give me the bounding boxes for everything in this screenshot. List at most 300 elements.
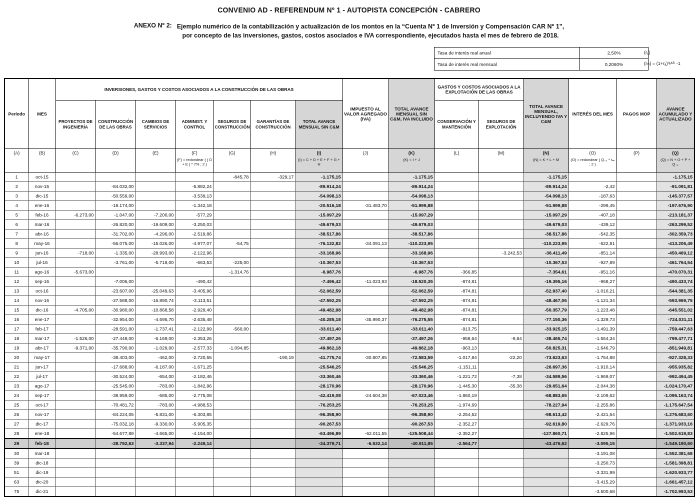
table-cell xyxy=(214,400,251,410)
table-row xyxy=(5,277,695,287)
table-cell: -955.935,82 xyxy=(657,362,695,372)
table-cell: -4.296,00 xyxy=(136,229,176,239)
table-cell xyxy=(56,391,96,401)
table-cell xyxy=(479,439,524,449)
table-row xyxy=(5,429,695,439)
table-cell: -2,42 xyxy=(569,182,617,192)
table-cell: -577,29 xyxy=(176,210,214,220)
table-cell xyxy=(435,258,479,268)
table-cell xyxy=(343,410,389,420)
table-cell: -1.661.457,12 xyxy=(657,477,695,487)
table-cell xyxy=(296,477,343,487)
table-cell: -78.227,94 xyxy=(524,400,569,410)
table-cell xyxy=(617,201,657,211)
table-cell: -90.267,53 xyxy=(296,419,343,429)
table-cell: 1 xyxy=(5,172,29,182)
table-cell: 6 xyxy=(5,220,29,230)
table-cell: -49.482,98 xyxy=(296,305,343,315)
table-cell: -645.551,02 xyxy=(657,305,695,315)
table-cell xyxy=(617,429,657,439)
table-row xyxy=(5,400,695,410)
table-cell: -38.403,00 xyxy=(96,353,136,363)
table-cell: -76.275,55 xyxy=(389,315,435,325)
table-cell xyxy=(479,315,524,325)
col-header-conservacion: CONSERVACIÓN Y MANTENCIÓN xyxy=(435,100,479,149)
table-cell: 8 xyxy=(5,239,29,249)
table-cell xyxy=(617,229,657,239)
table-row xyxy=(5,220,695,230)
table-cell: -41.775,74 xyxy=(296,353,343,363)
table-cell xyxy=(343,191,389,201)
table-cell: -927,89 xyxy=(569,258,617,268)
table-cell: -3.095,15 xyxy=(569,439,617,449)
table-cell xyxy=(479,324,524,334)
table-cell xyxy=(343,305,389,315)
table-cell: -50.825,31 xyxy=(524,343,569,353)
table-cell: -213.181,37 xyxy=(657,210,695,220)
table-cell: 21 xyxy=(5,362,29,372)
table-cell: -799.477,71 xyxy=(657,334,695,344)
table-cell: mar-18 xyxy=(29,449,56,459)
table-cell xyxy=(214,372,251,382)
table-cell: -56.075,00 xyxy=(96,239,136,249)
table-cell: ago-16 xyxy=(29,267,56,277)
table-cell xyxy=(251,248,296,258)
table-cell: -1.974,69 xyxy=(435,400,479,410)
table-cell xyxy=(617,305,657,315)
table-cell: -407,18 xyxy=(569,210,617,220)
table-cell xyxy=(251,191,296,201)
table-cell xyxy=(251,391,296,401)
table-cell xyxy=(524,449,569,459)
table-cell: -19.609,00 xyxy=(136,220,176,230)
table-cell: -54.677,89 xyxy=(96,429,136,439)
table-cell: -15.097,29 xyxy=(524,210,569,220)
col-header-seguros-explotacion: SEGUROS DE EXPLOTACIÓN xyxy=(479,100,524,149)
table-cell: -25.545,00 xyxy=(96,381,136,391)
table-cell xyxy=(435,468,479,478)
table-cell: -76.253,25 xyxy=(296,400,343,410)
document-title: CONVENIO AD - REFERENDUM Nº 1 - AUTOPISTA CONCEPCIÓN - CABRERO xyxy=(217,6,481,14)
table-cell: -6.987,76 xyxy=(296,267,343,277)
table-cell: -76.253,25 xyxy=(389,400,435,410)
table-cell: -33.925,15 xyxy=(524,324,569,334)
table-cell: -49.679,03 xyxy=(389,220,435,230)
table-cell: -845,78 xyxy=(214,172,251,182)
table-cell xyxy=(214,419,251,429)
table-cell: -23.607,00 xyxy=(96,286,136,296)
table-cell: 19 xyxy=(5,343,29,353)
table-cell: -1.552.381,68 xyxy=(657,449,695,459)
table-cell: -96.358,90 xyxy=(296,410,343,420)
table-cell: -1.549.190,60 xyxy=(657,439,695,449)
rate-annual-label: Tasa de interés real anual xyxy=(434,47,580,59)
table-cell: -450.469,12 xyxy=(657,248,695,258)
table-cell: -783,00 xyxy=(136,400,176,410)
group-header-explotacion: GASTOS Y COSTOS ASOCIADOS A LA EXPLOTACIÓN DE LAS OBRAS xyxy=(435,79,524,101)
table-cell: -26.820,00 xyxy=(96,220,136,230)
table-cell xyxy=(479,429,524,439)
col-header-avance-acumulado: AVANCE ACUMULADO Y ACTUALIZADO xyxy=(657,79,695,149)
table-cell xyxy=(136,458,176,468)
table-cell: -1.842,96 xyxy=(176,381,214,391)
table-cell: mar-17 xyxy=(29,334,56,344)
table-cell: -1.151,11 xyxy=(435,362,479,372)
table-cell: -663,53 xyxy=(176,258,214,268)
table-cell xyxy=(214,248,251,258)
table-cell: oct-16 xyxy=(29,286,56,296)
anexo-line2: por concepto de las inversiones, gastos, costos asociados e IVA correspondiente, ejecutados hasta el mes de febrero de 2018. xyxy=(182,32,559,40)
table-cell: -1.095.163,74 xyxy=(657,391,695,401)
table-cell xyxy=(343,449,389,459)
table-row xyxy=(5,267,695,277)
table-cell xyxy=(435,201,479,211)
table-cell xyxy=(136,182,176,192)
column-letter-cell: (C) xyxy=(56,149,96,173)
table-cell: -34.379,71 xyxy=(296,439,343,449)
table-cell xyxy=(617,419,657,429)
table-cell: -36.411,49 xyxy=(524,248,569,258)
table-cell xyxy=(435,239,479,249)
rate-annual-note: (rₐ) xyxy=(644,50,651,55)
table-cell: -125.508,44 xyxy=(389,429,435,439)
table-cell xyxy=(214,334,251,344)
table-cell xyxy=(96,449,136,459)
table-cell: -1.329,73 xyxy=(569,315,617,325)
table-cell: -1.047,00 xyxy=(96,210,136,220)
table-cell xyxy=(56,201,96,211)
table-cell xyxy=(296,449,343,459)
table-cell: -18.520,35 xyxy=(389,277,435,287)
table-row xyxy=(5,362,695,372)
table-cell: -52.937,40 xyxy=(524,286,569,296)
table-cell: -190,19 xyxy=(251,353,296,363)
col-header-total-sin-cym-iva: TOTAL AVANCE MENSUAL SIN C&M, IVA INCLUIDO xyxy=(389,79,435,149)
table-cell xyxy=(617,372,657,382)
table-cell xyxy=(435,191,479,201)
table-cell: -1.175.647,54 xyxy=(657,400,695,410)
table-cell xyxy=(479,343,524,353)
table-cell xyxy=(96,468,136,478)
table-cell xyxy=(214,229,251,239)
table-cell: jun-16 xyxy=(29,248,56,258)
table-cell: -1.221,72 xyxy=(435,372,479,382)
table-cell: -110.223,95 xyxy=(389,239,435,249)
table-cell: -2.044,38 xyxy=(569,381,617,391)
table-cell xyxy=(435,220,479,230)
table-cell xyxy=(136,172,176,182)
table-cell xyxy=(343,182,389,192)
column-letter-cell: (J) xyxy=(343,149,389,173)
table-cell xyxy=(176,449,214,459)
table-cell: 22 xyxy=(5,372,29,382)
table-cell: -3.405,96 xyxy=(176,286,214,296)
table-cell: -1.335,00 xyxy=(96,248,136,258)
table-cell xyxy=(479,191,524,201)
table-cell xyxy=(617,315,657,325)
table-cell: -1.121,34 xyxy=(569,296,617,306)
table-cell: jul-17 xyxy=(29,372,56,382)
table-cell: 63 xyxy=(5,477,29,487)
table-cell xyxy=(136,191,176,201)
table-cell xyxy=(617,381,657,391)
table-cell: -47.592,25 xyxy=(389,296,435,306)
col-header-mes: MES xyxy=(29,79,56,149)
col-header-iva: IMPUESTO AL VALOR AGREGADO (IVA) xyxy=(343,79,389,149)
table-cell: -958,64 xyxy=(435,334,479,344)
table-cell: -544.381,35 xyxy=(657,286,695,296)
table-row xyxy=(5,239,695,249)
table-cell xyxy=(214,439,251,449)
table-cell xyxy=(617,239,657,249)
table-cell xyxy=(343,400,389,410)
table-cell: -2.629,76 xyxy=(569,419,617,429)
table-cell: -2.519,86 xyxy=(176,229,214,239)
table-cell: sep-17 xyxy=(29,391,56,401)
table-cell: -49.482,98 xyxy=(389,305,435,315)
table-cell xyxy=(251,267,296,277)
table-cell: -51.999,88 xyxy=(524,201,569,211)
table-cell: -1.342,18 xyxy=(176,201,214,211)
table-cell xyxy=(56,429,96,439)
table-cell xyxy=(136,477,176,487)
table-cell: 51 xyxy=(5,468,29,478)
table-cell: -75.032,18 xyxy=(96,419,136,429)
table-cell xyxy=(214,468,251,478)
table-cell: -70.481,72 xyxy=(96,400,136,410)
table-cell: -951,16 xyxy=(569,267,617,277)
column-letter-cell: (B) xyxy=(29,149,56,173)
table-cell xyxy=(56,372,96,382)
table-cell xyxy=(251,439,296,449)
table-cell: -89.914,24 xyxy=(524,182,569,192)
table-cell xyxy=(56,277,96,287)
table-cell: -2.577,33 xyxy=(176,343,214,353)
table-cell: -11.023,93 xyxy=(343,277,389,287)
table-cell xyxy=(435,248,479,258)
table-cell: -2.720,55 xyxy=(176,353,214,363)
table-cell: -47.592,25 xyxy=(296,296,343,306)
table-cell: -110.223,95 xyxy=(524,239,569,249)
table-cell: -1.010,21 xyxy=(569,286,617,296)
table-cell: -51.999,88 xyxy=(389,201,435,211)
table-cell: -2.352,27 xyxy=(435,429,479,439)
table-cell xyxy=(617,391,657,401)
table-cell xyxy=(617,277,657,287)
table-cell xyxy=(251,324,296,334)
table-cell: -10.868,58 xyxy=(136,305,176,315)
table-cell xyxy=(251,468,296,478)
table-cell: -33.360,46 xyxy=(389,372,435,382)
table-cell: -3.250,03 xyxy=(176,220,214,230)
table-cell xyxy=(479,487,524,497)
table-cell: ago-17 xyxy=(29,381,56,391)
table-row xyxy=(5,324,695,334)
table-cell: -16.890,74 xyxy=(136,296,176,306)
table-cell: -2.353,26 xyxy=(176,334,214,344)
table-cell: -654,00 xyxy=(136,372,176,382)
table-cell xyxy=(435,229,479,239)
table-cell: -54.098,13 xyxy=(524,191,569,201)
table-row xyxy=(5,487,695,497)
table-cell: -2.182,46 xyxy=(176,372,214,382)
table-cell xyxy=(479,449,524,459)
table-cell xyxy=(389,449,435,459)
table-cell: -26.697,36 xyxy=(524,362,569,372)
table-cell xyxy=(56,468,96,478)
table-cell: -33.168,96 xyxy=(296,248,343,258)
table-cell xyxy=(524,468,569,478)
table-cell xyxy=(251,182,296,192)
table-cell: -329,17 xyxy=(251,172,296,182)
table-cell xyxy=(56,191,96,201)
table-row xyxy=(5,201,695,211)
table-cell xyxy=(479,477,524,487)
table-row xyxy=(5,258,695,268)
table-cell xyxy=(479,458,524,468)
table-cell: -1.024.170,47 xyxy=(657,381,695,391)
table-row xyxy=(5,334,695,344)
table-cell: -2.564,77 xyxy=(435,439,479,449)
table-cell xyxy=(479,172,524,182)
table-row xyxy=(5,343,695,353)
table-cell: -34.589,56 xyxy=(524,372,569,382)
table-cell: -7.006,00 xyxy=(96,277,136,287)
table-cell xyxy=(343,258,389,268)
col-header-seguros-construccion: SEGUROS DE CONSTRUCCIÓN xyxy=(214,100,251,149)
table-cell xyxy=(435,172,479,182)
table-cell: jul-16 xyxy=(29,258,56,268)
table-cell: -2.254,52 xyxy=(435,410,479,420)
table-row xyxy=(5,458,695,468)
table-cell: 3 xyxy=(5,191,29,201)
table-cell xyxy=(251,296,296,306)
table-cell xyxy=(479,286,524,296)
col-header-total-sin-cym: TOTAL AVANCE MENSUAL SIN C&M xyxy=(296,100,343,149)
table-cell: -2.775,08 xyxy=(176,391,214,401)
table-cell: -263.299,52 xyxy=(657,220,695,230)
table-cell: abr-17 xyxy=(29,343,56,353)
anexo-line1: Ejemplo numérico de la contabilización y actualización de los montos en la “Cuenta Nº 1 de Inversión y Compensación CAR Nº 1”, xyxy=(176,23,565,30)
table-cell: -4.665,00 xyxy=(136,429,176,439)
table-row xyxy=(5,439,695,449)
table-cell xyxy=(96,458,136,468)
table-cell xyxy=(176,487,214,497)
table-cell: -49.862,18 xyxy=(389,343,435,353)
table-cell xyxy=(524,477,569,487)
table-cell: -145.377,57 xyxy=(657,191,695,201)
table-cell: -27.449,00 xyxy=(96,334,136,344)
table-cell: 13 xyxy=(5,286,29,296)
table-cell: -35,38 xyxy=(479,381,524,391)
table-cell xyxy=(56,296,96,306)
table-cell: -49.679,03 xyxy=(296,220,343,230)
table-cell: -1.276.683,60 xyxy=(657,410,695,420)
table-cell: -28.792,63 xyxy=(96,439,136,449)
table-cell xyxy=(343,210,389,220)
table-cell xyxy=(56,315,96,325)
group-header-construccion: INVERSIONES, GASTOS Y COSTOS ASOCIADOS A LA CONSTRUCCIÓN DE LAS OBRAS xyxy=(56,79,343,101)
table-cell: -25.546,25 xyxy=(389,362,435,372)
table-cell xyxy=(56,449,96,459)
table-cell: 28 xyxy=(5,429,29,439)
table-cell xyxy=(251,410,296,420)
table-cell xyxy=(56,229,96,239)
table-cell: -49.862,18 xyxy=(296,343,343,353)
table-cell: -6.187,00 xyxy=(136,362,176,372)
table-cell: -622,81 xyxy=(569,239,617,249)
column-letter-cell: (O) (O) = redondear ( Q₋₁ * rₘ ; 2 ) xyxy=(569,149,617,173)
table-cell: -302.359,73 xyxy=(657,229,695,239)
table-cell: -3.500,68 xyxy=(569,487,617,497)
table-cell xyxy=(617,362,657,372)
table-cell: -851.949,81 xyxy=(657,343,695,353)
table-cell xyxy=(251,277,296,287)
table-cell: -33.360,46 xyxy=(296,372,343,382)
table-cell xyxy=(479,400,524,410)
table-cell: -2.352,27 xyxy=(435,419,479,429)
table-cell: -225,00 xyxy=(214,258,251,268)
table-cell xyxy=(251,429,296,439)
table-cell xyxy=(617,353,657,363)
anexo-subtitle xyxy=(0,22,698,40)
table-cell xyxy=(96,172,136,182)
rate-monthly-value: 0,2060% xyxy=(580,59,649,71)
table-cell: feb-18 xyxy=(29,439,56,449)
table-cell: 23 xyxy=(5,381,29,391)
table-cell xyxy=(435,477,479,487)
table-cell: 5 xyxy=(5,210,29,220)
column-letter-cell: (Q) (Q) = N + O + P + Q₋₁ xyxy=(657,149,695,173)
table-cell xyxy=(56,439,96,449)
table-cell: -461.764,54 xyxy=(657,258,695,268)
table-row xyxy=(5,353,695,363)
table-cell: nov-17 xyxy=(29,410,56,420)
table-row xyxy=(5,286,695,296)
table-cell: -6.987,76 xyxy=(389,267,435,277)
table-cell xyxy=(56,182,96,192)
column-letter-cell: (L) xyxy=(435,149,479,173)
table-cell xyxy=(136,267,176,277)
table-cell: -38.517,86 xyxy=(389,229,435,239)
table-cell xyxy=(617,468,657,478)
table-cell: -31.483,70 xyxy=(343,201,389,211)
table-cell xyxy=(176,267,214,277)
table-cell: -1.564,34 xyxy=(569,334,617,344)
table-cell: feb-17 xyxy=(29,324,56,334)
table-cell xyxy=(176,458,214,468)
table-cell xyxy=(214,286,251,296)
table-cell xyxy=(435,210,479,220)
table-cell xyxy=(389,487,435,497)
table-cell: -63.496,89 xyxy=(296,429,343,439)
table-row xyxy=(5,419,695,429)
table-cell: -1.223,48 xyxy=(569,305,617,315)
column-letter-cell: (M) xyxy=(479,149,524,173)
table-cell: -84.224,05 xyxy=(96,410,136,420)
table-cell: -20.516,18 xyxy=(296,201,343,211)
table-cell: -1.175,15 xyxy=(296,172,343,182)
table-cell: -98.613,42 xyxy=(524,410,569,420)
table-cell xyxy=(296,458,343,468)
col-header-garantias: GARANTÍAS DE CONSTRUCCIÓN xyxy=(251,100,296,149)
table-cell xyxy=(176,477,214,487)
table-cell xyxy=(343,220,389,230)
table-cell: mar-16 xyxy=(29,220,56,230)
table-cell xyxy=(617,248,657,258)
table-cell: -1.175,15 xyxy=(389,172,435,182)
column-letter-cell: (P) xyxy=(617,149,657,173)
